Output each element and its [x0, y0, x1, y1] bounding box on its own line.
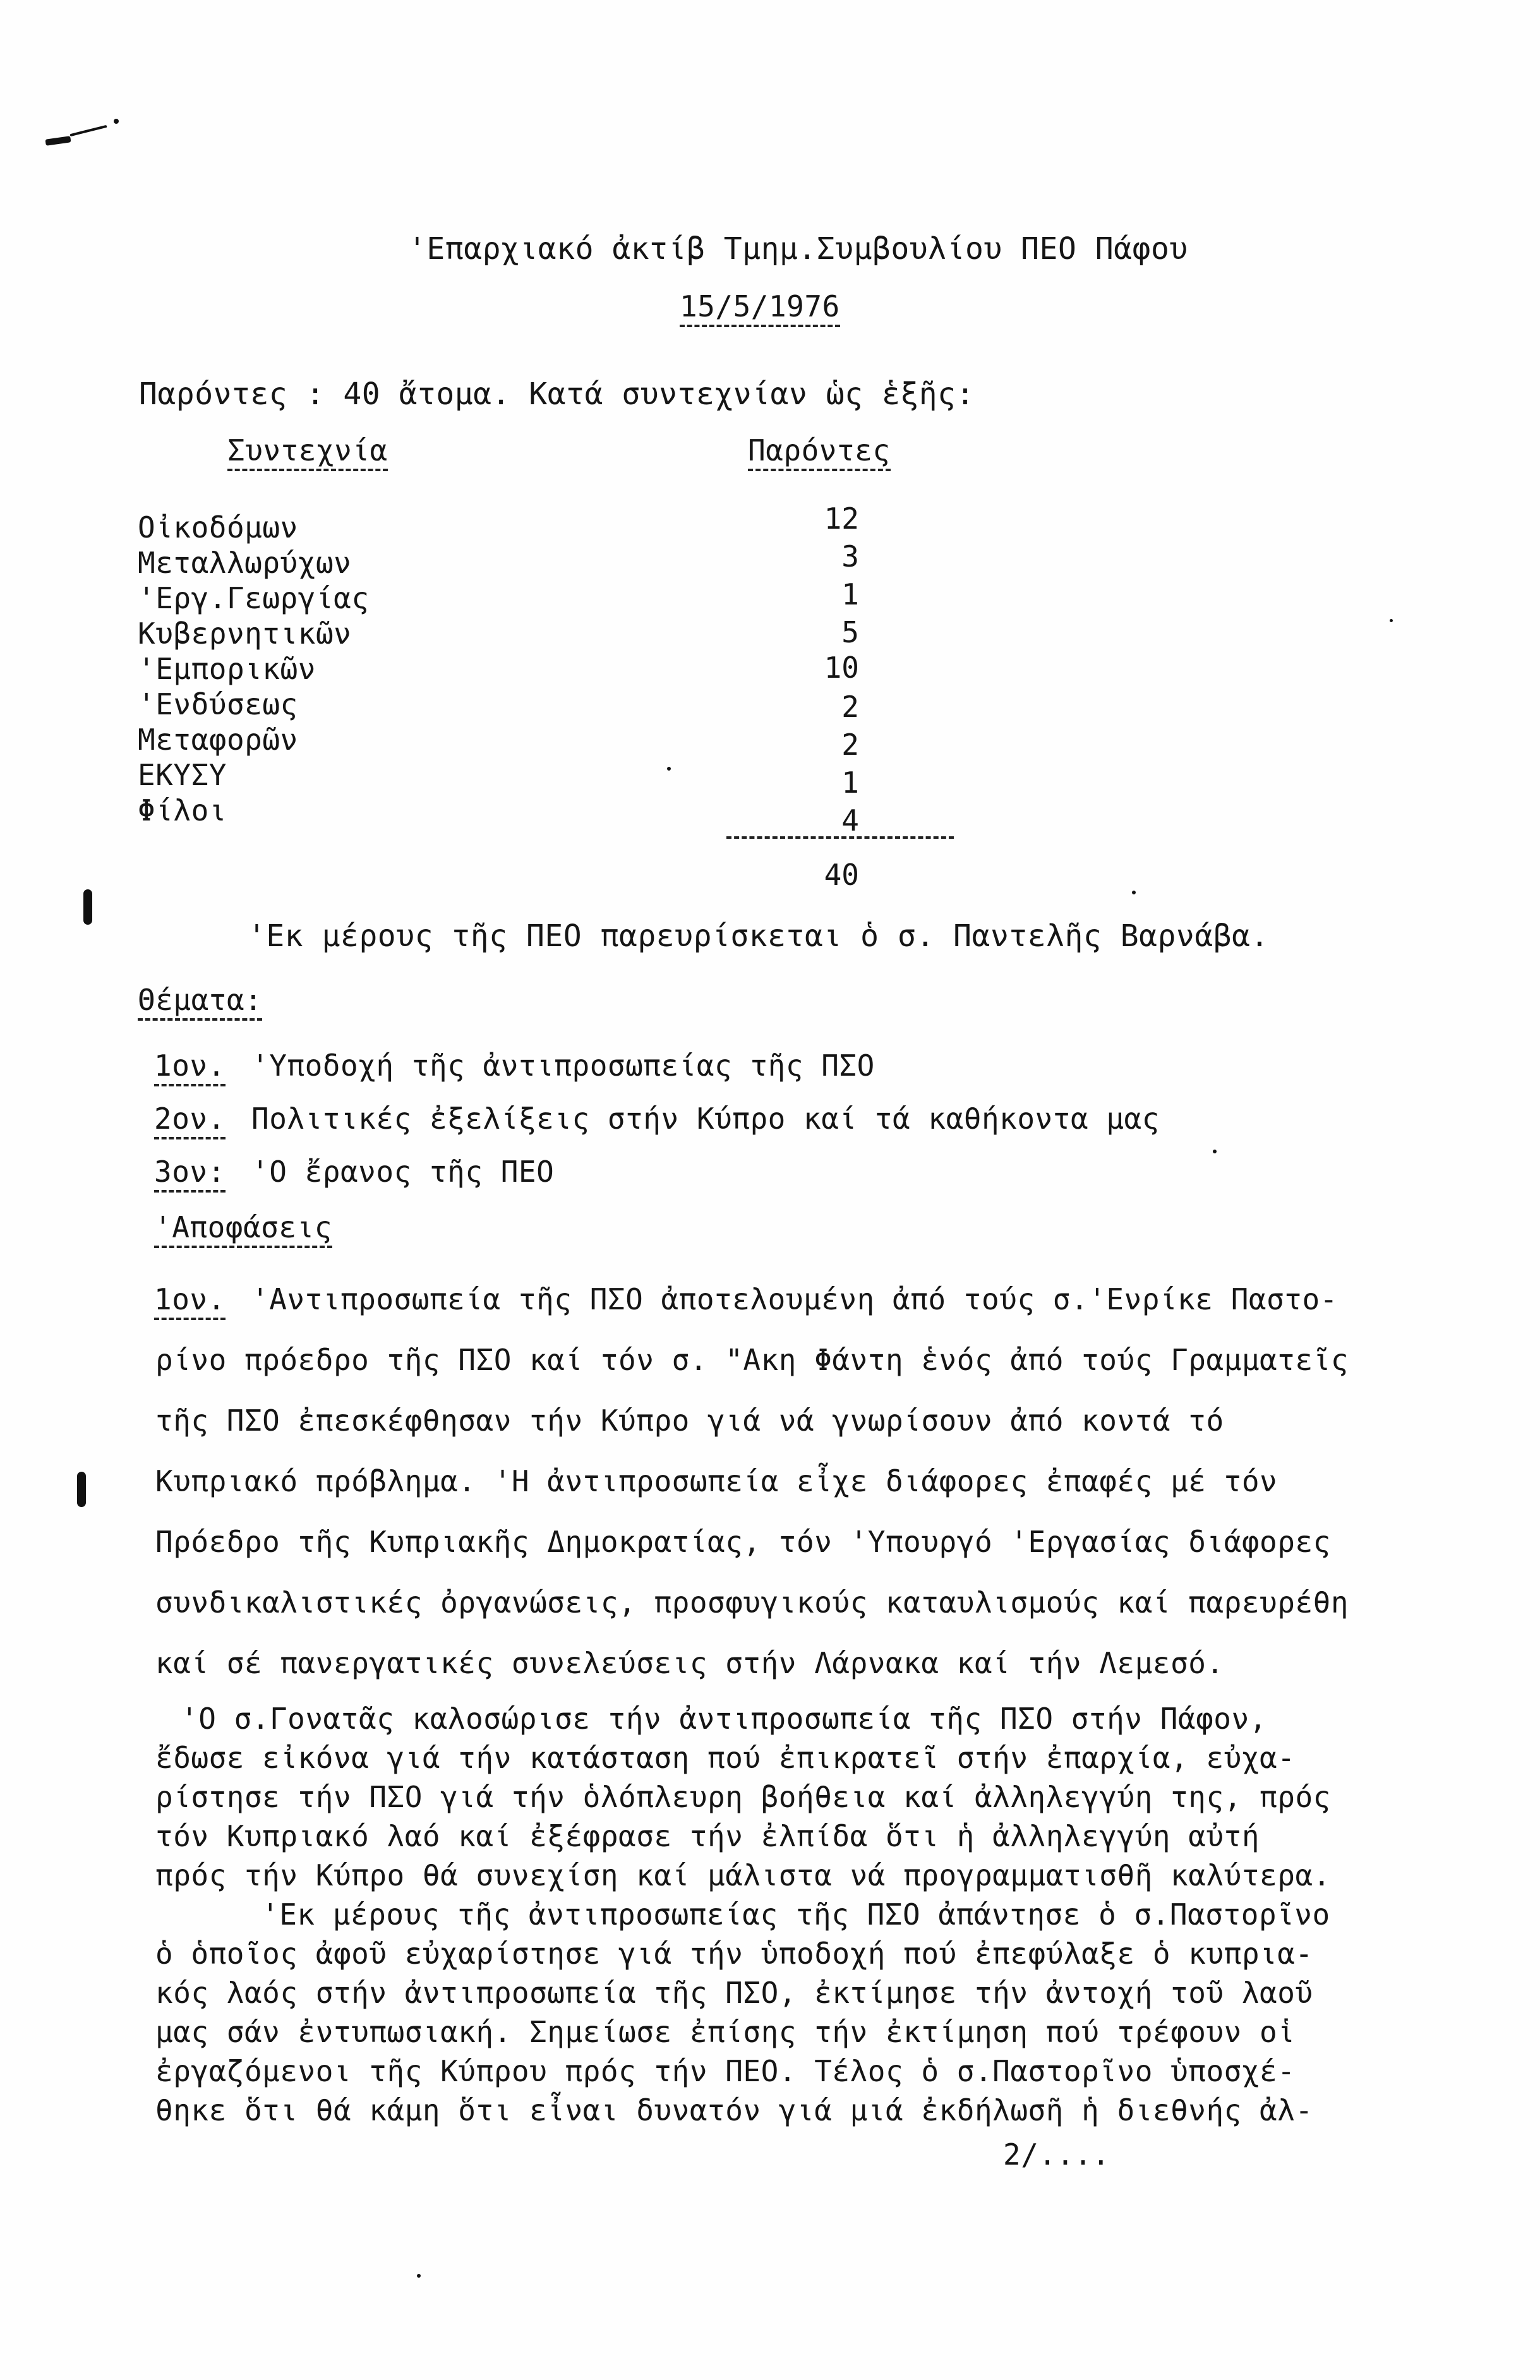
scan-speck: [417, 2274, 421, 2278]
punch-hole-mark: [77, 1472, 86, 1507]
union-name: Μεταφορῶν: [138, 723, 298, 757]
decisions-heading: 'Αποφάσεις: [154, 1213, 332, 1248]
union-count: 1: [841, 577, 859, 611]
topics-heading: Θέματα:: [138, 985, 262, 1021]
punch-hole-mark: [83, 889, 92, 925]
present-column-header: Παρόντες: [748, 436, 891, 471]
scan-speck: [45, 136, 71, 145]
decision-paragraph-line: πρός τήν Κύπρο θά συνεχίση καί μάλιστα νά προγραμματισθῆ καλύτερα.: [155, 1858, 1331, 1892]
decision-paragraph-line: τόν Κυπριακό λαό καί ἐξέφρασε τήν ἐλπίδα ὅτι ἡ ἀλληλεγγύη αὐτή: [155, 1819, 1260, 1853]
decision-paragraph-line: ρίνο πρόεδρο τῆς ΠΣΟ καί τόν σ. "Ακη Φάντη ἑνός ἀπό τούς Γραμματεῖς: [155, 1343, 1349, 1377]
decision-paragraph-line: 'Αντιπροσωπεία τῆς ΠΣΟ ἀποτελουμένη ἀπό τούς σ.'Ενρίκε Παστο-: [251, 1282, 1338, 1316]
scan-speck: [1132, 891, 1136, 894]
attendance-intro: Παρόντες : 40 ἄτομα. Κατά συντεχνίαν ὡς ἑξῆς:: [139, 376, 975, 412]
scan-speck: [1213, 1150, 1217, 1153]
decision-paragraph-line: ὁ ὁποῖος ἀφοῦ εὐχαρίστησε γιά τήν ὑποδοχή πού ἐπεφύλαξε ὁ κυπρια-: [155, 1937, 1313, 1971]
decision-paragraph-line: ἐργαζόμενοι τῆς Κύπρου πρός τήν ΠΕΟ. Τέλος ὁ σ.Παστορῖνο ὑποσχέ-: [155, 2054, 1296, 2088]
decision-paragraph-line: 'Εκ μέρους τῆς ἀντιπροσωπείας τῆς ΠΣΟ ἀπάντησε ὁ σ.Παστορῖνο: [262, 1897, 1330, 1932]
decision-paragraph-line: συνδικαλιστικές ὀργανώσεις, προσφυγικούς καταυλισμούς καί παρευρέθη: [155, 1585, 1349, 1620]
decision-paragraph-line: Πρόεδρο τῆς Κυπριακῆς Δημοκρατίας, τόν 'Υπουργό 'Εργασίας διάφορες: [155, 1525, 1331, 1559]
union-count: 2: [841, 690, 859, 724]
union-name: 'Εμπορικῶν: [138, 652, 316, 686]
union-name: ΕΚΥΣΥ: [138, 758, 227, 792]
union-count: 10: [824, 651, 859, 685]
union-name: Φίλοι: [138, 793, 227, 827]
sum-rule: [726, 836, 954, 839]
decision-paragraph-line: θηκε ὅτι θά κάμη ὅτι εἶναι δυνατόν γιά μιά ἐκδήλωσῆ ἡ διεθνής ἀλ-: [155, 2093, 1313, 2127]
scan-speck: [69, 125, 107, 136]
page-number: 2/....: [1003, 2137, 1110, 2172]
decision-paragraph-line: καί σέ πανεργατικές συνελεύσεις στήν Λάρνακα καί τήν Λεμεσό.: [155, 1646, 1224, 1680]
decision-paragraph-line: μας σάν ἐντυπωσιακή. Σημείωσε ἐπίσης τήν ἐκτίμηση πού τρέφουν οἱ: [155, 2015, 1296, 2049]
union-count: 4: [841, 803, 859, 838]
topic-text: Πολιτικές ἐξελίξεις στήν Κύπρο καί τά καθήκοντα μας: [251, 1102, 1160, 1136]
topic-number: 3ον:: [154, 1157, 226, 1193]
union-count: 3: [841, 539, 859, 574]
union-name: Κυβερνητικῶν: [138, 616, 352, 651]
decision-paragraph-line: 'Ο σ.Γονατᾶς καλοσώρισε τήν ἀντιπροσωπεία τῆς ΠΣΟ στήν Πάφον,: [181, 1702, 1267, 1736]
union-count: 1: [841, 766, 859, 800]
scan-speck: [667, 767, 671, 771]
union-count: 5: [841, 615, 859, 649]
scan-speck: [114, 119, 119, 124]
topic-text: 'Υποδοχή τῆς ἀντιπροσωπείας τῆς ΠΣΟ: [251, 1049, 875, 1083]
scan-speck: [1390, 619, 1393, 622]
attendance-total: 40: [824, 858, 859, 892]
union-count: 2: [841, 728, 859, 762]
topic-number: 1ον.: [154, 1051, 226, 1086]
union-name: 'Ενδύσεως: [138, 687, 298, 721]
decision-paragraph-line: ρίστησε τήν ΠΣΟ γιά τήν ὁλόπλευρη βοήθεια καί ἀλληλεγγύη της, πρός: [155, 1780, 1331, 1814]
union-name: Οἰκοδόμων: [138, 510, 298, 544]
decision-number: 1ον.: [154, 1285, 226, 1320]
representative-note: 'Εκ μέρους τῆς ΠΕΟ παρευρίσκεται ὁ σ. Παντελῆς Βαρνάβα.: [248, 918, 1269, 954]
decision-paragraph-line: τῆς ΠΣΟ ἐπεσκέφθησαν τήν Κύπρο γιά νά γνωρίσουν ἀπό κοντά τό: [155, 1403, 1224, 1438]
document-date: 15/5/1976: [680, 292, 840, 327]
topic-text: 'Ο ἔρανος τῆς ΠΕΟ: [251, 1155, 555, 1189]
union-column-header: Συντεχνία: [227, 436, 388, 471]
topic-number: 2ον.: [154, 1104, 226, 1139]
decision-paragraph-line: κός λαός στήν ἀντιπροσωπεία τῆς ΠΣΟ, ἐκτίμησε τήν ἀντοχή τοῦ λαοῦ: [155, 1976, 1313, 2010]
document-title: 'Επαρχιακό ἀκτίβ Τμημ.Συμβουλίου ΠΕΟ Πάφου: [408, 231, 1188, 267]
union-count: 12: [824, 502, 859, 536]
union-name: Μεταλλωρύχων: [138, 546, 352, 580]
decision-paragraph-line: ἔδωσε εἰκόνα γιά τήν κατάσταση πού ἐπικρατεῖ στήν ἐπαρχία, εὐχα-: [155, 1741, 1296, 1775]
union-name: 'Εργ.Γεωργίας: [138, 581, 370, 615]
decision-paragraph-line: Κυπριακό πρόβλημα. 'Η ἀντιπροσωπεία εἶχε διάφορες ἐπαφές μέ τόν: [155, 1464, 1278, 1498]
